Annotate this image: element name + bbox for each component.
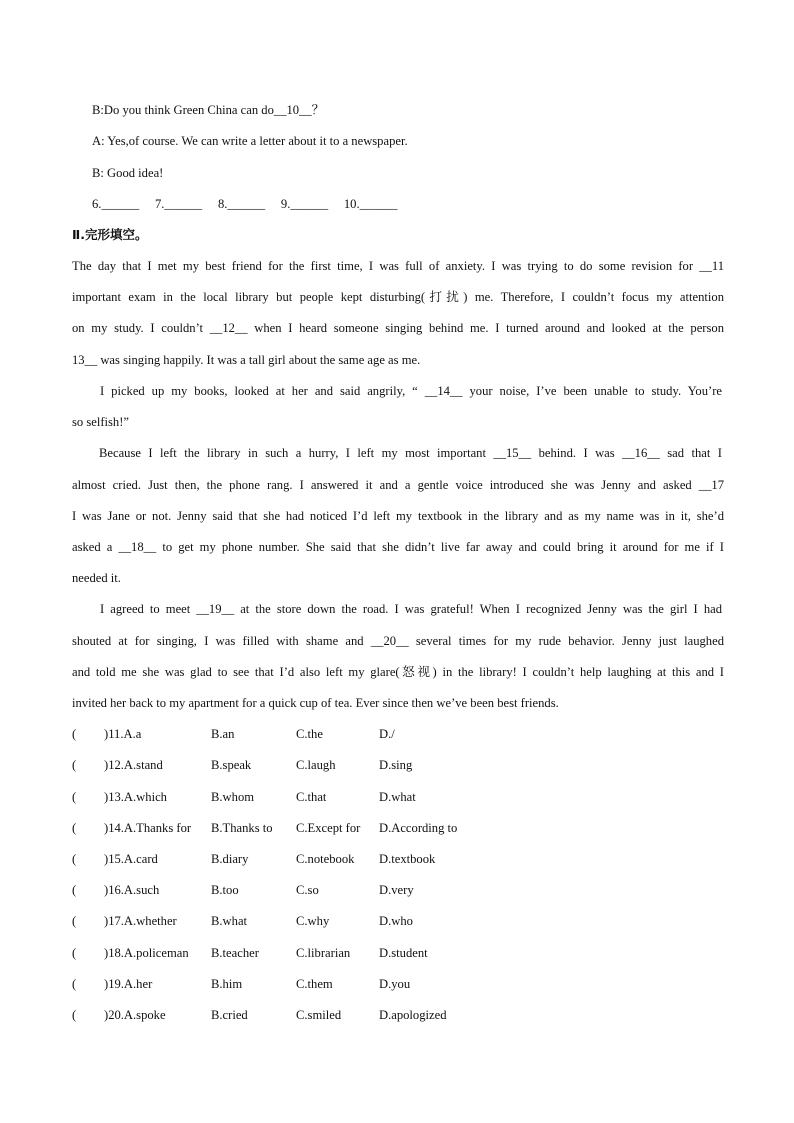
answer-line: 6.______ 7.______ 8.______ 9.______ 10.______ — [92, 197, 398, 211]
answer-paren: ( — [72, 852, 77, 866]
answer-paren: ( — [72, 758, 77, 772]
answer-paren: ( — [72, 790, 77, 804]
section-heading: Ⅱ.完形填空。 — [72, 227, 148, 242]
option-b: B.an — [211, 727, 235, 741]
option-c: C.librarian — [296, 946, 351, 960]
option-a: )18.A.policeman — [104, 946, 189, 960]
option-c: C.laugh — [296, 758, 336, 772]
option-d: D.very — [379, 883, 414, 897]
passage-line: almost cried. Just then, the phone rang. I answered it and a gentle voice introduced she was Jenny and asked __17 — [72, 478, 724, 492]
passage-line: asked a __18__ to get my phone number. She said that she didn’t live far away and could bring it around for me if I — [72, 540, 724, 554]
option-c: C.notebook — [296, 852, 355, 866]
option-a: )11.A.a — [104, 727, 142, 741]
dialogue-line: A: Yes,of course. We can write a letter about it to a newspaper. — [92, 134, 408, 148]
answer-paren: ( — [72, 977, 77, 991]
option-d: D.you — [379, 977, 411, 991]
option-b: B.him — [211, 977, 243, 991]
passage-line: The day that I met my best friend for the first time, I was full of anxiety. I was trying to do some revision for __11 — [72, 259, 724, 273]
option-b: B.whom — [211, 790, 255, 804]
option-d: D./ — [379, 727, 395, 741]
option-d: D.sing — [379, 758, 413, 772]
passage-line: important exam in the local library but people kept disturbing(打扰) me. Therefore, I couldn’t focus my attention — [72, 290, 724, 304]
option-b: B.too — [211, 883, 239, 897]
option-a: )15.A.card — [104, 852, 158, 866]
passage-line: on my study. I couldn’t __12__ when I heard someone singing behind me. I turned around and looked at the person — [72, 321, 724, 335]
answer-paren: ( — [72, 914, 77, 928]
passage-line: I agreed to meet __19__ at the store down the road. I was grateful! When I recognized Jenny was the girl I had — [100, 602, 722, 616]
dialogue-line: B: Good idea! — [92, 166, 164, 180]
option-c: C.the — [296, 727, 323, 741]
option-c: C.so — [296, 883, 319, 897]
option-a: )13.A.which — [104, 790, 167, 804]
option-a: )12.A.stand — [104, 758, 163, 772]
passage-line: needed it. — [72, 571, 121, 585]
answer-paren: ( — [72, 883, 77, 897]
option-d: D.who — [379, 914, 413, 928]
passage-line: Because I left the library in such a hurry, I left my most important __15__ behind. I was __16__ sad that I — [99, 446, 722, 460]
option-c: C.Except for — [296, 821, 361, 835]
option-a: )20.A.spoke — [104, 1008, 166, 1022]
passage-line: invited her back to my apartment for a quick cup of tea. Ever since then we’ve been best friends. — [72, 696, 559, 710]
passage-line: so selfish!” — [72, 415, 130, 429]
answer-paren: ( — [72, 1008, 77, 1022]
option-c: C.that — [296, 790, 327, 804]
option-a: )19.A.her — [104, 977, 153, 991]
passage-line: I was Jane or not. Jenny said that she had noticed I’d left my textbook in the library and as my name was in it, she’d — [72, 509, 724, 523]
passage-line: shouted at for singing, I was filled with shame and __20__ several times for my rude behavior. Jenny just laughed — [72, 634, 724, 648]
answer-paren: ( — [72, 821, 77, 835]
option-b: B.what — [211, 914, 248, 928]
option-b: B.teacher — [211, 946, 259, 960]
passage-line: I picked up my books, looked at her and said angrily, “ __14__ your noise, I’ve been unable to study. You’re — [100, 384, 722, 398]
answer-paren: ( — [72, 727, 77, 741]
option-b: B.diary — [211, 852, 249, 866]
option-c: C.smiled — [296, 1008, 342, 1022]
dialogue-text: ？ — [311, 103, 325, 117]
option-d: D.According to — [379, 821, 458, 835]
answer-paren: ( — [72, 946, 77, 960]
dialogue-text: B:Do you think Green China can do — [92, 103, 274, 117]
passage-line: 13__ was singing happily. It was a tall girl about the same age as me. — [72, 353, 421, 367]
option-d: D.what — [379, 790, 416, 804]
option-c: C.why — [296, 914, 330, 928]
passage-line: and told me she was glad to see that I’d also left my glare(怒视) in the library! I couldn’t help laughing at this and I — [72, 665, 724, 679]
option-b: B.Thanks to — [211, 821, 273, 835]
option-d: D.apologized — [379, 1008, 447, 1022]
blank-10: __10__ — [273, 103, 312, 117]
option-a: )14.A.Thanks for — [104, 821, 192, 835]
option-b: B.speak — [211, 758, 252, 772]
option-d: D.textbook — [379, 852, 436, 866]
option-d: D.student — [379, 946, 428, 960]
option-a: )17.A.whether — [104, 914, 177, 928]
option-c: C.them — [296, 977, 333, 991]
dialogue-line — [92, 102, 744, 118]
option-b: B.cried — [211, 1008, 248, 1022]
option-a: )16.A.such — [104, 883, 160, 897]
